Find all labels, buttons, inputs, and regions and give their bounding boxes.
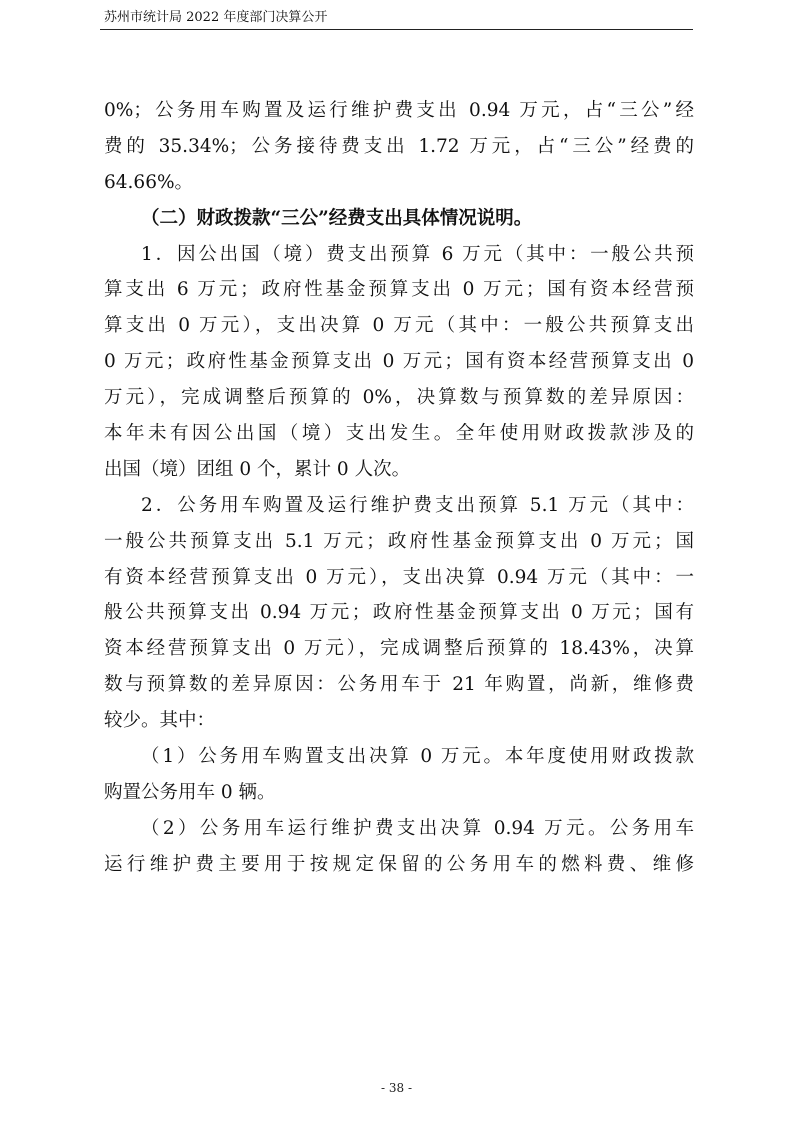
paragraph-line: 运行维护费主要用于按规定保留的公务用车的燃料费、维修 [104,853,694,875]
section-heading: （二）财政拨款“三公”经费支出具体情况说明。 [141,207,533,229]
paragraph-line: 算支出 6 万元；政府性基金预算支出 0 万元；国有资本经营预 [104,279,694,301]
paragraph-line: 本年未有因公出国（境）支出发生。全年使用财政拨款涉及的 [104,423,694,445]
paragraph-line: 般公共预算支出 0.94 万元；政府性基金预算支出 0 万元；国有 [104,602,694,624]
page-number: - 38 - [380,1081,412,1095]
paragraph-line: 0 万元；政府性基金预算支出 0 万元；国有资本经营预算支出 0 [104,351,694,373]
paragraph-line: 数与预算数的差异原因：公务用车于 21 年购置，尚新，维修费 [104,674,694,696]
paragraph-line: 2．公务用车购置及运行维护费支出预算 5.1 万元（其中： [141,494,694,516]
paragraph-line: （1）公务用车购置支出决算 0 万元。本年度使用财政拨款 [141,746,694,768]
document-body [104,93,694,883]
paragraph-line: 出国（境）团组 0 个，累计 0 人次。 [104,458,411,480]
paragraph-line: 费的 35.34%；公务接待费支出 1.72 万元，占“三公”经费的 [104,135,694,157]
paragraph-line: 64.66%。 [104,171,194,193]
header-rule [100,29,693,30]
paragraph-line: 购置公务用车 0 辆。 [104,781,276,803]
paragraph-line: 较少。其中： [104,710,216,732]
paragraph-line: 万元），完成调整后预算的 0%，决算数与预算数的差异原因： [104,387,694,409]
document-header: 苏州市统计局 2022 年度部门决算公开 [104,10,328,25]
paragraph-line: 一般公共预算支出 5.1 万元；政府性基金预算支出 0 万元；国 [104,530,694,552]
paragraph-line: 算支出 0 万元），支出决算 0 万元（其中：一般公共预算支出 [104,315,694,337]
paragraph-line: 有资本经营预算支出 0 万元），支出决算 0.94 万元（其中：一 [104,566,694,588]
paragraph-line: 0%；公务用车购置及运行维护费支出 0.94 万元，占“三公”经 [104,100,694,121]
paragraph-line: 资本经营预算支出 0 万元），完成调整后预算的 18.43%，决算 [104,638,694,660]
paragraph-line: 1．因公出国（境）费支出预算 6 万元（其中：一般公共预 [141,243,694,265]
paragraph-line: （2）公务用车运行维护费支出决算 0.94 万元。公务用车 [141,817,694,839]
